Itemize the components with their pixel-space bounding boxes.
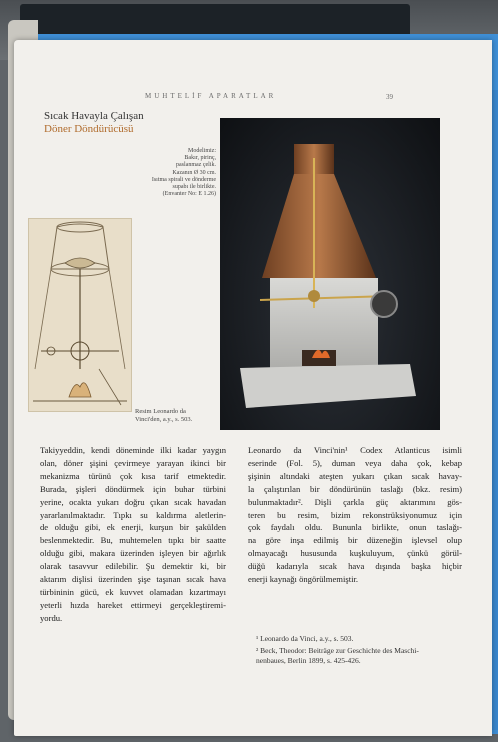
text-line: Takiyyeddin, kendi döneminde ilki kadar yaygın — [40, 445, 226, 455]
text-line: yeterli hızda hareket ettirmeyi gerçekleştiremi- — [40, 599, 226, 610]
model-caption-line: supabı ile birlikte. — [172, 184, 216, 191]
text-line: düğü kadarıyla sıcak hava dışında başka hiçbir — [248, 561, 462, 572]
body-text-right — [248, 444, 462, 586]
footnote-2-line: ² Beck, Theodor: Beiträge zur Geschichte des Maschi- — [256, 646, 419, 655]
sketch-caption-line: Resim Leonardo da — [135, 408, 186, 415]
section-title-line1: Sıcak Havayla Çalışan — [44, 110, 144, 122]
text-line: Burada, şişleri döndürmek için buhar türbini — [40, 483, 226, 494]
model-caption-line: Bakır, pirinç, — [184, 155, 216, 162]
text-line: aktarım dişlisi üzerinden şişe taşınan sıcak hava — [40, 574, 226, 585]
text-line: Leonardo da Vinci'nin¹ Codex Atlanticus isimli — [248, 445, 462, 455]
section-title-line2: Döner Döndürücüsü — [44, 123, 134, 135]
leonardo-sketch-image — [28, 218, 132, 412]
model-caption-line: Isıtma spirali ve dönderme — [151, 176, 216, 183]
text-line: türbininin gücü, ek kuvvet olamadan kızartmayı — [40, 586, 226, 597]
text-line: çok faydalı oldu. Bununla birlikte, onun taslağı- — [248, 522, 462, 533]
text-line: şişinin altındaki ateşten yukarı çıkan sıcak havay- — [248, 470, 462, 481]
text-line: olarak tasavvur edilebilir. Şu demektir ki, bir — [40, 561, 226, 572]
footnote-2 — [256, 646, 466, 666]
running-title: MUHTELİF APARATLAR — [145, 92, 277, 100]
model-caption-line: Modelimiz: — [188, 148, 216, 154]
text-line: olduğu gibi, makara üzerinden işleyen bir ağırlık — [40, 548, 226, 559]
sketch-caption-line: Vinci'den, a.y., s. 503. — [135, 416, 193, 423]
text-line: yararlanılmaktadır. Tıpkı su kaldırma aletlerin- — [40, 509, 226, 520]
text-line: olan, döner şişini çevirmeye yarayan ikinci bir — [40, 457, 226, 468]
page-number: 39 — [386, 93, 393, 101]
model-caption-line: Kazanın Ø 30 cm. — [172, 169, 216, 176]
footnote-1: ¹ Leonardo da Vinci, a.y., s. 503. — [256, 634, 354, 643]
model-caption — [112, 148, 216, 198]
text-line: la çalıştırılan bir döndürünün taslağı (bkz. resim) — [248, 483, 462, 494]
text-line: de olduğu gibi, ek enerji, kurşun bir şakülden — [40, 522, 226, 533]
text-line: na göre inşa edilmiş bir düzeneğin işlevsel olup — [248, 535, 462, 546]
model-photograph — [220, 118, 440, 430]
model-caption-line: paslanmaz çelik. — [176, 162, 216, 169]
text-line: bulunmaktadır². Dişli çarkla güç aktarımını gös- — [248, 496, 462, 507]
body-text-left — [40, 444, 226, 625]
sketch-caption — [135, 408, 192, 424]
text-line: teren bu resim, bizim rekonstrüksiyonumuz için — [248, 509, 462, 520]
text-line: mekanizma türünü çok kısa tarif etmektedir. — [40, 470, 226, 481]
text-line: beslenmektedir. Bu, muhtemelen tıpkı bir saatte — [40, 535, 226, 546]
text-line: olmayacağı hususunda kuşkuluyum, çünkü görül- — [248, 548, 462, 559]
text-line: yerine, ocakta yukarı doğru çıkan sıcak havadan — [40, 496, 226, 507]
model-caption-line: (Envanter No: E 1.26) — [162, 191, 216, 198]
text-line: enerji kaynağı öngörülmemiştir. — [248, 574, 359, 585]
text-line: eserinde (Fol. 5), duman veya daha çok, kebap — [248, 457, 462, 468]
text-line: yordu. — [40, 612, 63, 623]
footnote-2-line: nenbaues, Berlin 1899, s. 425-426. — [256, 656, 361, 665]
